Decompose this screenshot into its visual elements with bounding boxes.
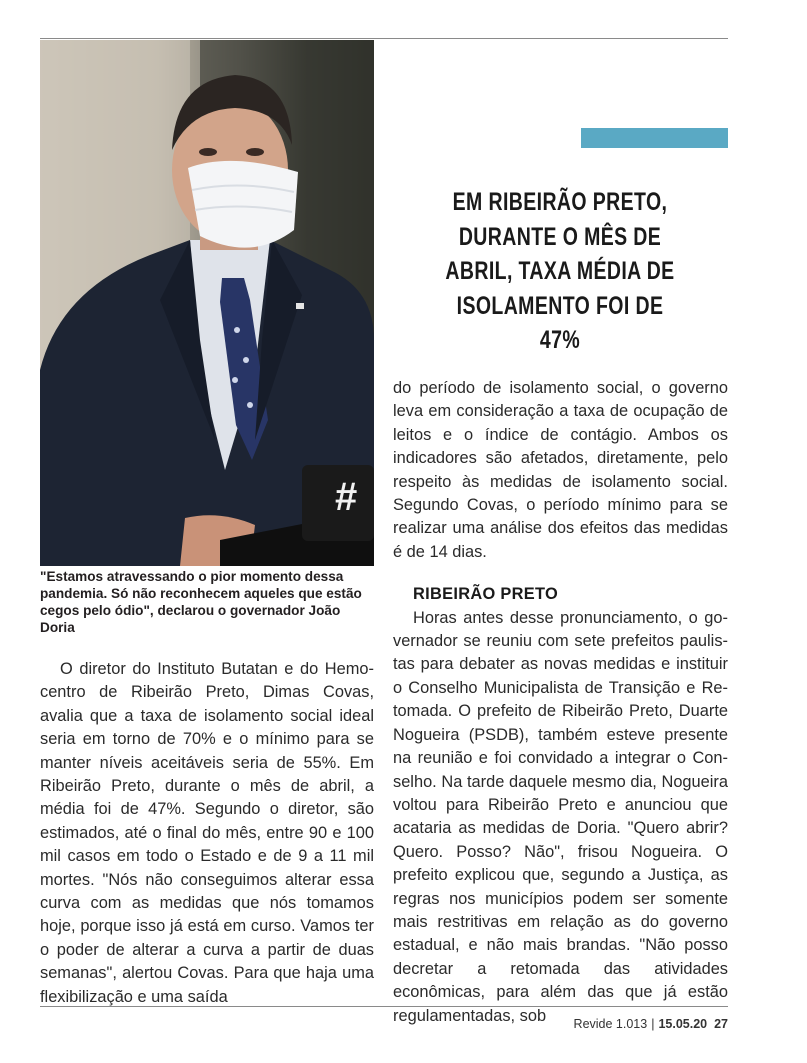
pull-quote-line: DURANTE O MÊS DE: [458, 222, 662, 251]
page-footer: [574, 1017, 728, 1031]
pull-quote-line: ABRIL, TAXA MÉDIA DE: [445, 257, 675, 285]
section-subhead: RIBEIRÃO PRETO: [413, 585, 559, 604]
photo-governor: [40, 40, 374, 566]
pull-quote-line: ISOLAMENTO FOI DE 47%: [456, 291, 664, 354]
article-column-right: [393, 377, 728, 1028]
page-number: 27: [714, 1017, 728, 1031]
footer-publication: Revide 1.013: [573, 1017, 648, 1031]
pull-quote: [435, 185, 685, 358]
article-column-left: [40, 658, 374, 1009]
article-paragraph: do período de isolamento social, o governo leva em consideração a taxa de ocupação de leitos e o índice de contágio. Ambos os indicadores são afetados, diretamente, pelo respeito às medidas de isolamento social. Segundo Covas, o período mínimo para se realizar uma análise dos efeitos das medidas é de 14 dias.: [393, 379, 728, 561]
accent-bar: [581, 128, 728, 148]
footer-date: 15.05.20: [658, 1017, 708, 1031]
top-rule: [40, 38, 728, 39]
article-paragraph: Horas antes desse pronunciamento, o governador se reuniu com sete prefeitos paulistas para debater as novas medidas e instituir o Conselho Municipalista de Transição e Retomada. O prefeito de Ribeirão Preto, Duarte Nogueira (PSDB), também esteve presente na reunião e foi convidado a integrar o Conselho. Na tarde daquele mesmo dia, Nogueira voltou para Ribeirão Preto e anunciou que acataria as medidas de Doria. "Quero abrir? Quero. Posso? Não", frisou Nogueira. O prefeito explicou que, segundo a Justiça, as regras nos municípios podem ser somente mais restritivas em relação as do governo estadual, e não mais brandas. "Não posso decretar a retomada das atividades econômicas, para além das que já estão regulamentadas, sob: [393, 608, 728, 1025]
pull-quote-line: EM RIBEIRÃO PRETO,: [452, 188, 668, 216]
footer-separator: |: [651, 1017, 655, 1031]
bottom-rule: [40, 1006, 728, 1007]
governor-photo-illustration: [40, 40, 374, 566]
podium-text: #: [335, 475, 358, 519]
photo-caption: "Estamos atravessando o pior momento dessa pandemia. Só não reconhecem aqueles que estão cegos pelo ódio", declarou o governador João Doria: [40, 569, 362, 635]
article-paragraph: O diretor do Instituto Butatan e do Hemocentro de Ribeirão Preto, Dimas Covas, avalia que a taxa de isolamento social ideal seria em torno de 70% e o mínimo para se manter níveis aceitáveis seria de 55%. Em Ribeirão Preto, durante o mês de abril, a média foi de 47%. Segundo o diretor, são estimados, até o final do mês, entre 90 e 100 mil casos em todo o Estado e de 9 a 11 mil mortes. "Nós não conseguimos alterar essa curva com as medidas que nós tomamos hoje, porque isso já está em curso. Vamos ter o poder de alterar a curva a partir de duas semanas", alertou Covas. Para que haja uma flexibilização e uma saída: [40, 660, 374, 1006]
